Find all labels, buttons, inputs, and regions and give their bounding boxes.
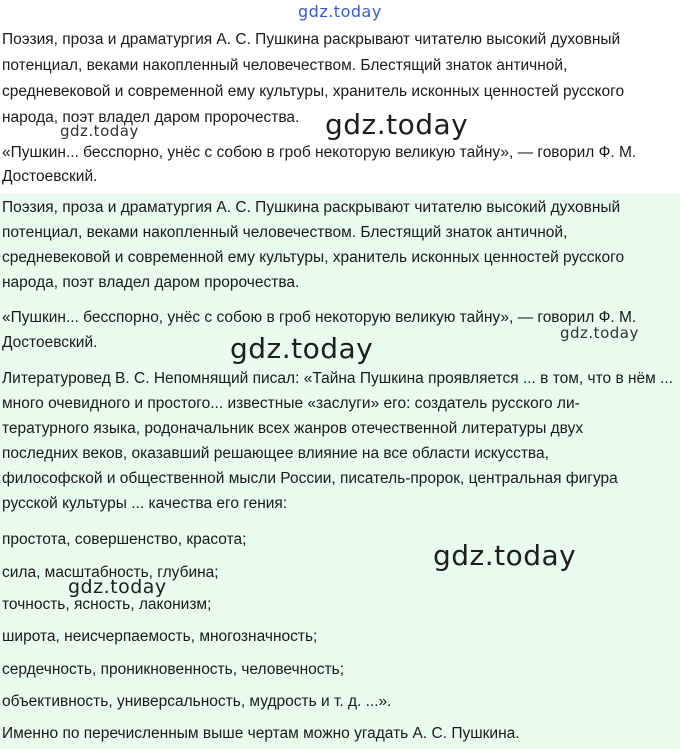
bottom-text-section [0, 194, 680, 749]
watermark: gdz.today [433, 539, 577, 572]
critic-quote-line: тературного языка, родоначальник всех жанров отечественной литературы двух [2, 420, 584, 437]
top-paragraph-line: народа, поэт владел даром пророчества. [2, 109, 300, 126]
critic-quote-line: много очевидного и простого... известные «заслуги» его: создатель русского ли- [2, 395, 580, 412]
bottom-paragraph-line: Поэзия, проза и драматургия А. С. Пушкина раскрывают читателю высокий духовный [2, 199, 621, 216]
top-quote-line: «Пушкин... бесспорно, унёс с собою в гроб некоторую великую тайну», — говорил Ф. М. [2, 144, 637, 161]
conclusion-line: Именно по перечисленным выше чертам можно угадать А. С. Пушкина. [2, 725, 520, 742]
quality-list-item: сердечность, проникновенность, человечность; [2, 661, 345, 678]
top-text-section [0, 0, 680, 194]
bottom-paragraph-line: народа, поэт владел даром пророчества. [2, 274, 300, 291]
bottom-paragraph-line: средневековой и современной ему культуры, хранитель исконных ценностей русского [2, 249, 625, 266]
quality-list-item: точность, ясность, лаконизм; [2, 596, 212, 613]
quality-list-item: широта, неисчерпаемость, многозначность; [2, 628, 318, 645]
bottom-paragraph-line: потенциал, веками накопленный человечеством. Блестящий знаток античной, [2, 224, 568, 241]
watermark: gdz.today [560, 324, 639, 342]
top-paragraph-line: потенциал, веками накопленный человечеством. Блестящий знаток античной, [2, 57, 568, 74]
top-quote-line: Достоевский. [2, 168, 98, 185]
bottom-quote-line: Достоевский. [2, 334, 98, 351]
top-paragraph-line: средневековой и современной ему культуры, хранитель исконных ценностей русского [2, 83, 625, 100]
critic-quote-line: последних веков, оказавший решающее влияние на все области искусства, [2, 445, 549, 462]
bottom-quote-line: «Пушкин... бесспорно, унёс с собою в гроб некоторую великую тайну», — говорил Ф. М. [2, 309, 637, 326]
watermark: gdz.today [325, 108, 469, 141]
critic-quote-line: Литературовед В. С. Непомнящий писал: «Тайна Пушкина проявляется ... в том, что в нём ... [2, 370, 674, 387]
watermark: gdz.today [68, 576, 167, 598]
watermark: gdz.today [230, 332, 374, 365]
watermark-top: gdz.today [298, 2, 382, 21]
watermark: gdz.today [60, 122, 139, 140]
quality-list-item: объективность, универсальность, мудрость и т. д. ...». [2, 693, 392, 710]
critic-quote-line: философской и общественной мысли России, писатель-пророк, центральная фигура [2, 470, 618, 487]
quality-list-item: сила, масштабность, глубина; [2, 564, 219, 581]
critic-quote-line: русской культуры ... качества его гения: [2, 495, 288, 512]
top-paragraph-line: Поэзия, проза и драматургия А. С. Пушкина раскрывают читателю высокий духовный [2, 31, 621, 48]
quality-list-item: простота, совершенство, красота; [2, 531, 247, 548]
